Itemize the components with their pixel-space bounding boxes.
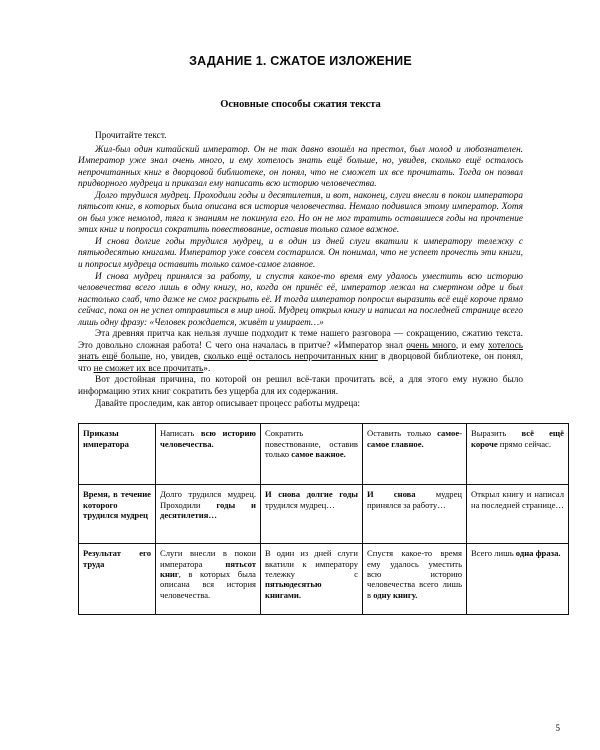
- page-title: ЗАДАНИЕ 1. СЖАТОЕ ИЗЛОЖЕНИЕ: [189, 54, 412, 68]
- table-cell-row2-col5: [467, 544, 569, 615]
- cell-text: Сократить повествование, оставив только: [265, 428, 358, 459]
- cell-text-2: , в которых была описана вся история человечества.: [160, 568, 256, 600]
- cell-bold-text: пятьюдесятью книгами.: [265, 579, 322, 600]
- commentary-paragraph-1: [78, 329, 523, 375]
- commentary-text-part-5: ».: [203, 363, 211, 374]
- cell-bold-text: годы и десятилетия…: [160, 499, 256, 520]
- commentary-paragraph-3: Давайте проследим, как автор описывает процесс работы мудреца:: [95, 398, 360, 409]
- commentary-underline-3: сколько ещё осталось непрочитанных книг: [203, 352, 378, 363]
- commentary-paragraph-2: Вот достойная причина, по которой он решил всё-таки прочитать всё, а для этого ему нужно было информацию этих книг сократить без ущерба для их содержания.: [78, 375, 523, 398]
- table-cell-row2-col1: Результат его труда: [79, 544, 156, 615]
- process-table: [78, 423, 569, 615]
- cell-text-2: прямо сейчас.: [497, 438, 551, 449]
- cell-text: Оставить только: [367, 428, 438, 439]
- table-cell-header-col3: [261, 424, 363, 485]
- cell-bold-text: пятьсот книг: [160, 558, 256, 579]
- cell-bold-text: всё ещё короче: [471, 428, 564, 449]
- table-row: [79, 485, 569, 544]
- cell-bold-text: самое-самое главное.: [367, 428, 462, 449]
- commentary-underline-4: не сможет их все прочитать: [93, 363, 204, 374]
- table-cell-header-col1: Приказы императора: [79, 424, 156, 485]
- cell-bold-text: одна фраза.: [515, 548, 561, 559]
- table-cell-row2-col3: [261, 544, 363, 615]
- cell-bold-text: одну книгу.: [373, 589, 418, 600]
- table-cell-header-col4: [363, 424, 467, 485]
- commentary-text-part-2: , и ему: [455, 340, 489, 351]
- cell-text: Всего лишь: [471, 548, 516, 559]
- page-number: 5: [555, 723, 560, 733]
- table-cell-header-col2: [156, 424, 261, 485]
- cell-text: В один из дней слуги вкатили к императору тележку с: [265, 548, 358, 579]
- table-cell-row1-col2: [156, 485, 261, 544]
- commentary-text-part-1: Эта древняя притча как нельзя лучше подходит к теме нашего разговора — сокращению, сжатию текста. Это довольно сложная работа! С чего она началась в притче? «Император знал: [78, 329, 523, 351]
- table-cell-row1-col4: [363, 485, 467, 544]
- table-cell-row2-col4: [363, 544, 467, 615]
- cell-text: Долго трудился мудрец. Проходили: [160, 489, 256, 510]
- table-row: [79, 424, 569, 485]
- table-cell-row1-col3: [261, 485, 363, 544]
- cell-text: Слуги внесли в покои императора: [160, 548, 256, 569]
- cell-bold-text: И снова: [367, 489, 416, 500]
- table-cell-row2-col2: [156, 544, 261, 615]
- cell-text: мудрец принялся за работу…: [367, 489, 462, 510]
- table-cell-header-col5: [467, 424, 569, 485]
- read-text-instruction: Прочитайте текст.: [95, 131, 167, 141]
- table-row: [79, 544, 569, 615]
- cell-text: Спустя какое-то время ему удалось уместить всю историю человечества всего лишь в: [367, 548, 462, 600]
- cell-bold-text: самое важное.: [291, 448, 346, 459]
- table-cell-row1-col1: Время, в течение которого трудился мудрец: [79, 485, 156, 544]
- section-title: Основные способы сжатия текста: [220, 99, 381, 110]
- commentary-underline-2: хотелось знать ещё больше: [78, 340, 523, 363]
- story-paragraph-3: И снова долгие годы трудился мудрец, и в один из дней слуги вкатили к императору тележку с пятьюдесятью книгами. Император уже совсем состарился. Он понимал, что не успеет прочесть эти книги, и попросил мудреца оставить только самое-самое главное.: [78, 236, 523, 271]
- cell-text: Написать: [160, 428, 201, 439]
- story-paragraph-4: И снова мудрец принялся за работу, и спустя какое-то время ему удалось уместить всю историю человечества всего лишь в одну книгу, но, когда он принёс её, император лежал на смертном одре и был настолько слаб, что даже не смог раскрыть её. И тогда император попросил выразить всё ещё короче прямо сейчас, пока он не успел отправиться в мир иной. Мудрец открыл книгу и написал на последней странице всего лишь одну фразу: «Человек рождается, живёт и умирает…»: [78, 271, 523, 328]
- commentary-text-part-4: в дворцовой библиотеке, он понял, что: [78, 352, 523, 374]
- story-paragraph-2: Долго трудился мудрец. Проходили годы и десятилетия, и вот, наконец, слуги внесли в покои императора пятьсот книг, в которых была описана вся история человечества. Немало подивился этому император. Хотя он был уже немолод, тяга к знаниям не покинула его. Но он не мог тратить оставшиеся годы на прочтение этих книг и попросил сократить повествование, оставив только самое важное.: [78, 190, 523, 236]
- cell-bold-text: И снова долгие годы: [265, 489, 358, 500]
- commentary-underline-1: очень много: [406, 340, 456, 351]
- cell-text: трудился мудрец…: [265, 499, 335, 510]
- story-paragraph-1: Жил-был один китайский император. Он не так давно взошёл на престол, был молод и любознателен. Император уже знал очень много, и ему хотелось знать ещё больше, но, увидев, сколько ещё осталось непрочитанных книг в дворцовой библиотеке, он понял, что не сможет их все прочитать. Тогда он позвал придворного мудреца и приказал ему написать всю историю человечества.: [78, 144, 523, 190]
- table-cell-row1-col5: Открыл книгу и написал на последней странице…: [467, 485, 569, 544]
- cell-text: Выразить: [471, 428, 522, 439]
- commentary-text-part-3: , но, увидев,: [150, 352, 204, 363]
- cell-bold-text: всю историю человечества.: [160, 428, 256, 449]
